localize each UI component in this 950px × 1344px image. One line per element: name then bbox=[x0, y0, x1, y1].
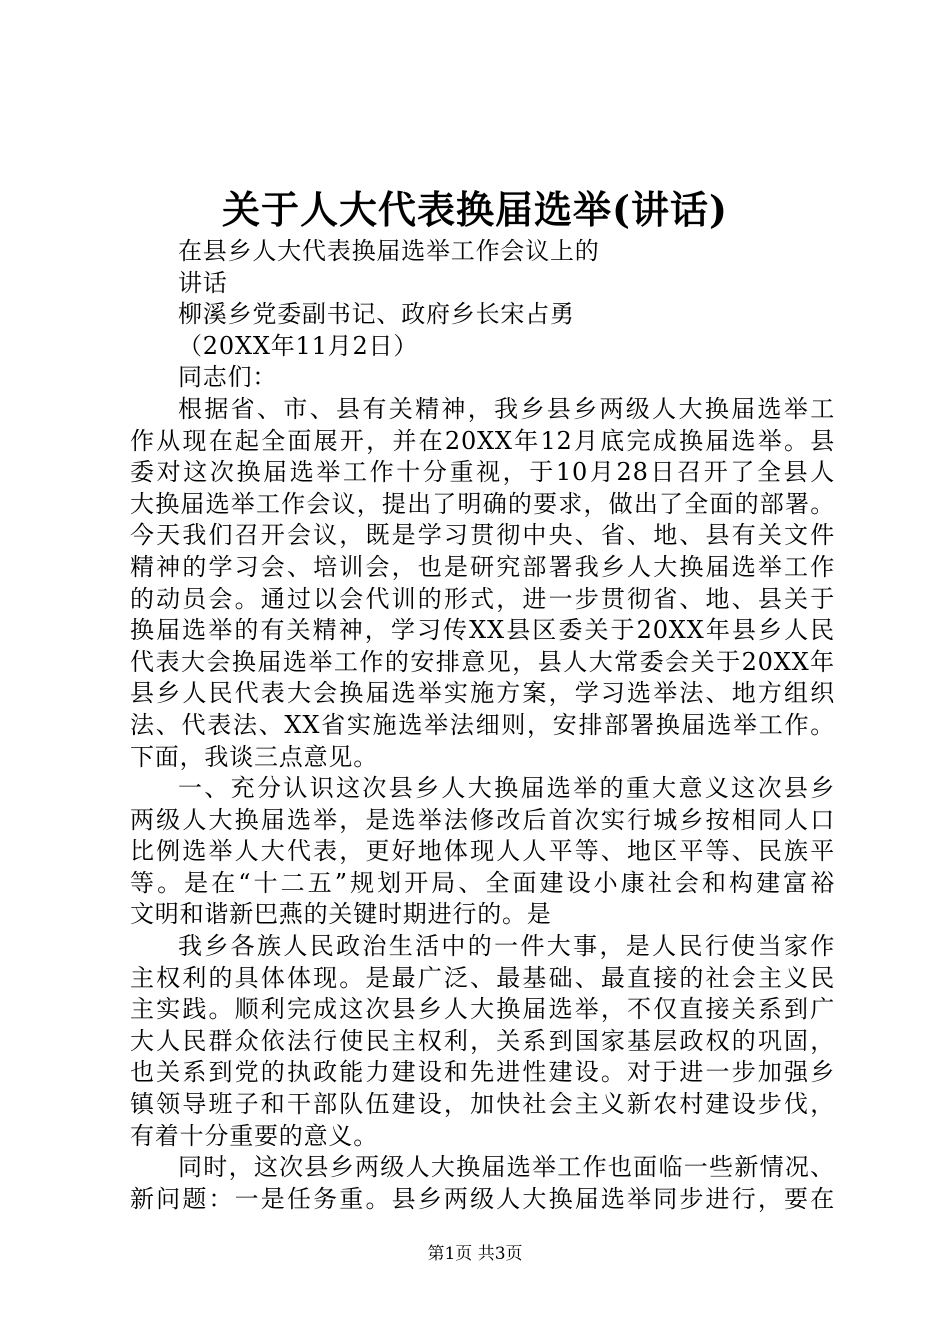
text-line: 的动员会。通过以会代训的形式，进一步贯彻省、地、县关于 bbox=[130, 584, 835, 613]
text-line: 主实践。顺利完成这次县乡人大换届选举，不仅直接关系到广 bbox=[130, 995, 835, 1024]
text-line: 精神的学习会、培训会，也是研究部署我乡人大换届选举工作 bbox=[130, 552, 835, 581]
text-line: 作从现在起全面展开，并在20XX年12月底完成换届选举。县 bbox=[130, 426, 835, 455]
text-line: 同志们： bbox=[178, 363, 278, 392]
text-line: 主权利的具体体现。是最广泛、最基础、最直接的社会主义民 bbox=[130, 963, 835, 992]
text-line: （20XX年11月2日） bbox=[178, 331, 419, 360]
text-line: 代表大会换届选举工作的安排意见，县人大常委会关于20XX年 bbox=[130, 647, 835, 676]
text-line: 今天我们召开会议，既是学习贯彻中央、省、地、县有关文件 bbox=[130, 521, 835, 550]
text-line: 也关系到党的执政能力建设和先进性建设。对于进一步加强乡 bbox=[130, 1058, 835, 1087]
text-line: 两级人大换届选举，是选举法修改后首次实行城乡按相同人口 bbox=[130, 805, 835, 834]
text-line: 等。是在“十二五”规划开局、全面建设小康社会和构建富裕 bbox=[130, 868, 835, 897]
text-line: 法、代表法、XX省实施选举法细则，安排部署换届选举工作。 bbox=[130, 710, 835, 739]
text-line: 讲话 bbox=[178, 268, 228, 297]
text-line: 同时，这次县乡两级人大换届选举工作也面临一些新情况、 bbox=[178, 1153, 835, 1182]
text-line: 大换届选举工作会议，提出了明确的要求，做出了全面的部署。 bbox=[130, 489, 835, 518]
text-line: 委对这次换届选举工作十分重视，于10月28日召开了全县人 bbox=[130, 458, 835, 487]
text-line: 根据省、市、县有关精神，我乡县乡两级人大换届选举工 bbox=[178, 394, 835, 423]
text-line: 我乡各族人民政治生活中的一件大事，是人民行使当家作 bbox=[178, 932, 835, 961]
text-line: 镇领导班子和干部队伍建设，加快社会主义新农村建设步伐， bbox=[130, 1090, 835, 1119]
text-line: 大人民群众依法行使民主权利，关系到国家基层政权的巩固， bbox=[130, 1026, 835, 1055]
text-line: 在县乡人大代表换届选举工作会议上的 bbox=[178, 237, 600, 265]
text-line: 文明和谐新巴燕的关键时期进行的。是 bbox=[130, 900, 552, 929]
page-footer: 第1页 共3页 bbox=[427, 1244, 523, 1264]
text-line: 一、充分认识这次县乡人大换届选举的重大意义这次县乡 bbox=[178, 774, 835, 803]
text-line: 下面，我谈三点意见。 bbox=[130, 742, 378, 771]
text-line: 比例选举人大代表，更好地体现人人平等、地区平等、民族平 bbox=[130, 837, 835, 866]
text-line: 新问题：一是任务重。县乡两级人大换届选举同步进行，要在 bbox=[130, 1184, 835, 1213]
text-line: 有着十分重要的意义。 bbox=[130, 1121, 378, 1150]
document-title: 关于人大代表换届选举(讲话) bbox=[222, 187, 728, 232]
document-body bbox=[130, 236, 835, 1215]
text-line: 换届选举的有关精神，学习传XX县区委关于20XX年县乡人民 bbox=[130, 616, 835, 645]
text-line: 柳溪乡党委副书记、政府乡长宋占勇 bbox=[178, 300, 575, 329]
text-line: 县乡人民代表大会换届选举实施方案，学习选举法、地方组织 bbox=[130, 679, 835, 708]
